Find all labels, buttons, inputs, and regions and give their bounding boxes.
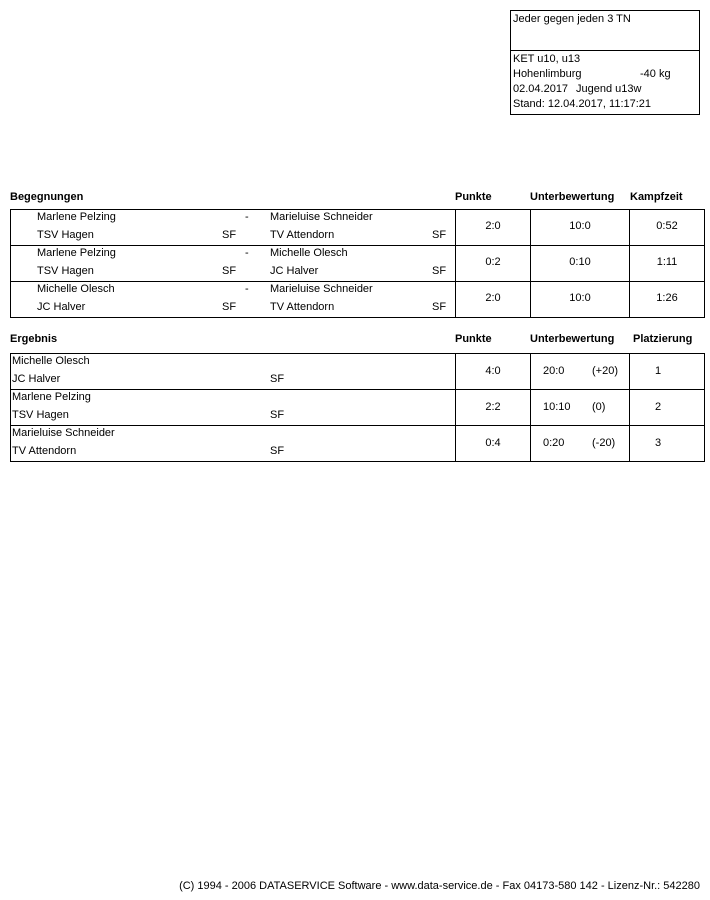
match-separator: - (245, 211, 249, 223)
match-separator: - (245, 283, 249, 295)
info-date: 02.04.2017 (513, 83, 569, 95)
matches-header-label: Begegnungen (10, 191, 84, 203)
result-name: Michelle Olesch (12, 355, 90, 367)
result-tag: SF (270, 409, 285, 421)
result-points: 0:4 (485, 437, 501, 449)
matches-header-points: Punkte (455, 191, 492, 203)
result-tag: SF (270, 373, 285, 385)
footer-copyright: (C) 1994 - 2006 DATASERVICE Software - www.data-service.de - Fax 04173-580 142 - Lizenz-Nr.: 542280 (179, 880, 700, 892)
match-points: 0:2 (485, 256, 501, 268)
results-col-divider (629, 353, 630, 462)
result-sub: 10:10 (543, 401, 571, 413)
match-fighter-b-club: TV Attendorn (270, 229, 335, 241)
match-sub: 0:10 (569, 256, 591, 268)
match-time: 1:26 (656, 292, 678, 304)
info-location: Hohenlimburg (513, 68, 582, 80)
results-header-label: Ergebnis (10, 333, 58, 345)
info-event: KET u10, u13 (513, 53, 581, 65)
result-place: 2 (655, 401, 662, 413)
match-fighter-a-club: JC Halver (37, 301, 86, 313)
info-title: Jeder gegen jeden 3 TN (513, 13, 631, 25)
matches-header-time: Kampfzeit (630, 191, 683, 203)
results-row-divider (10, 389, 705, 390)
result-sub: 0:20 (543, 437, 565, 449)
result-place: 3 (655, 437, 662, 449)
match-fighter-b-tag: SF (432, 265, 447, 277)
match-fighter-a-club: TSV Hagen (37, 265, 94, 277)
results-header-sub: Unterbewertung (530, 333, 615, 345)
match-fighter-a-tag: SF (222, 265, 237, 277)
result-club: TSV Hagen (12, 409, 69, 421)
result-diff: (0) (592, 401, 606, 413)
result-points: 2:2 (485, 401, 501, 413)
result-diff: (+20) (592, 365, 618, 377)
match-fighter-a-tag: SF (222, 229, 237, 241)
result-tag: SF (270, 445, 285, 457)
info-category: Jugend u13w (576, 83, 642, 95)
match-fighter-b-name: Michelle Olesch (270, 247, 348, 259)
matches-row-divider (10, 281, 705, 282)
match-fighter-a-club: TSV Hagen (37, 229, 94, 241)
result-name: Marlene Pelzing (12, 391, 91, 403)
match-points: 2:0 (485, 292, 501, 304)
results-col-divider (530, 353, 531, 462)
match-fighter-a-name: Marlene Pelzing (37, 211, 116, 223)
results-row-divider (10, 425, 705, 426)
result-club: TV Attendorn (12, 445, 77, 457)
match-separator: - (245, 247, 249, 259)
match-fighter-a-tag: SF (222, 301, 237, 313)
match-fighter-a-name: Michelle Olesch (37, 283, 115, 295)
result-name: Marieluise Schneider (12, 427, 115, 439)
result-place: 1 (655, 365, 662, 377)
match-fighter-b-club: JC Halver (270, 265, 319, 277)
result-sub: 20:0 (543, 365, 565, 377)
info-stand: Stand: 12.04.2017, 11:17:21 (513, 98, 652, 110)
info-box-divider (510, 50, 700, 51)
result-diff: (-20) (592, 437, 616, 449)
match-time: 0:52 (656, 220, 678, 232)
result-club: JC Halver (12, 373, 61, 385)
match-sub: 10:0 (569, 220, 591, 232)
result-points: 4:0 (485, 365, 501, 377)
match-time: 1:11 (656, 256, 678, 268)
match-fighter-b-name: Marieluise Schneider (270, 283, 373, 295)
match-fighter-b-name: Marieluise Schneider (270, 211, 373, 223)
match-fighter-b-club: TV Attendorn (270, 301, 335, 313)
matches-row-divider (10, 245, 705, 246)
results-header-place: Platzierung (633, 333, 693, 345)
match-points: 2:0 (485, 220, 501, 232)
info-weight: -40 kg (640, 68, 671, 80)
matches-header-sub: Unterbewertung (530, 191, 615, 203)
match-fighter-b-tag: SF (432, 229, 447, 241)
match-fighter-b-tag: SF (432, 301, 447, 313)
results-header-points: Punkte (455, 333, 492, 345)
match-sub: 10:0 (569, 292, 591, 304)
match-fighter-a-name: Marlene Pelzing (37, 247, 116, 259)
